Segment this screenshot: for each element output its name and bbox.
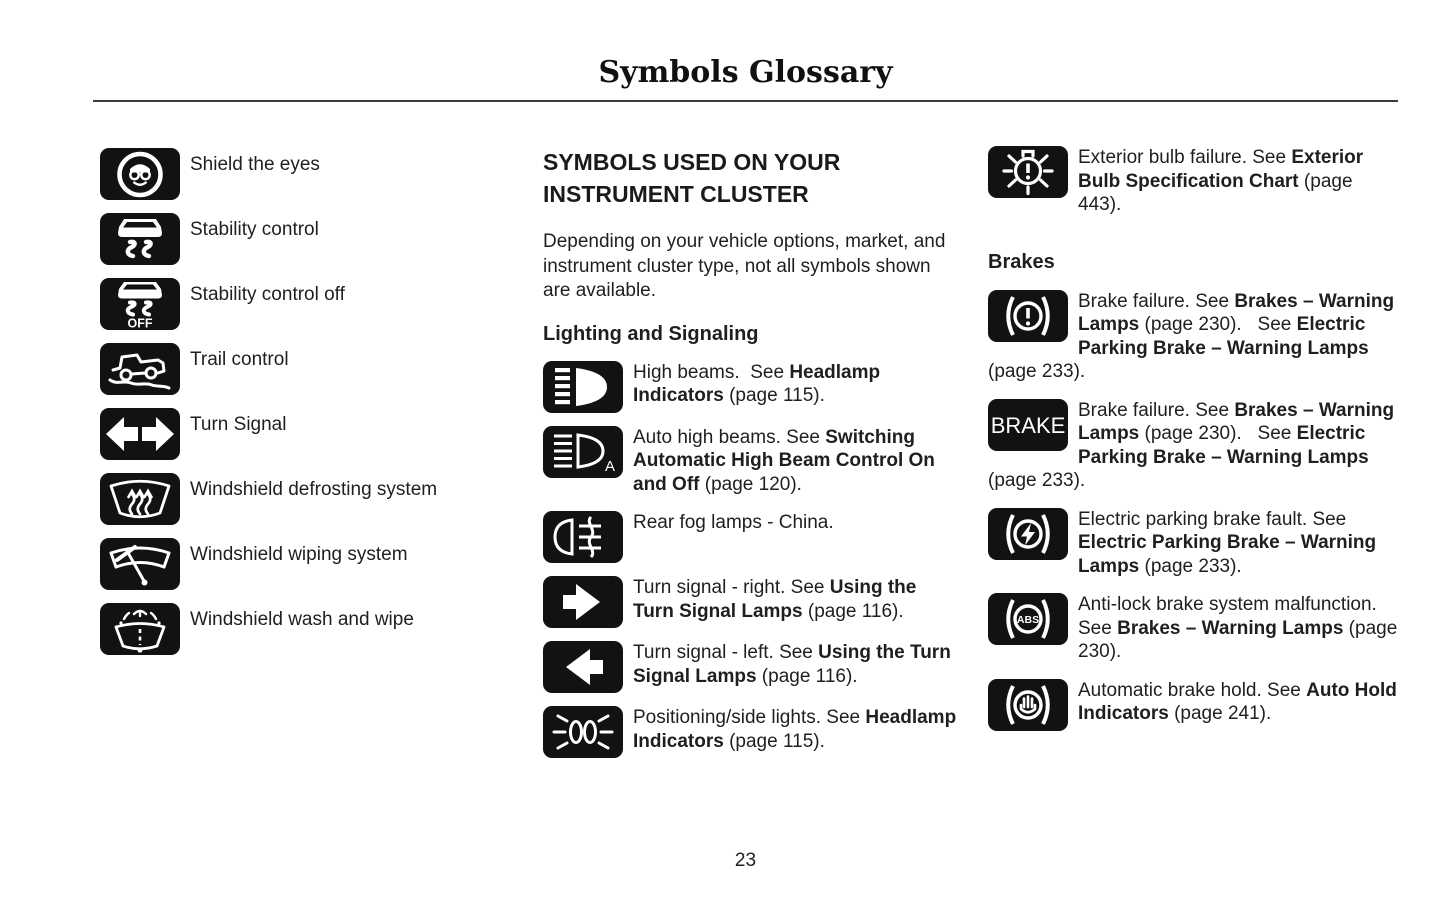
symbol-description: Brake failure. See Brakes – Warning Lamps (page 230). See Electric Parking Brake – Warning Lamps (page 233). — [988, 399, 1400, 491]
symbol-label: Windshield defrosting system — [190, 479, 438, 500]
symbol-description: Turn signal - right. See Using the Turn Signal Lamps (page 116). — [633, 577, 922, 622]
list-item — [988, 593, 1403, 664]
electric-parking-brake-fault-icon — [988, 508, 1068, 560]
stability-control-off-icon — [100, 278, 180, 330]
page-title: Symbols Glossary — [598, 55, 893, 90]
rear-fog-lamps-icon — [543, 511, 623, 563]
list-item — [543, 576, 961, 623]
positioning-side-lights-icon — [543, 706, 623, 758]
list-item — [988, 146, 1400, 217]
brakes-column — [988, 146, 1403, 744]
list-item — [988, 679, 1403, 726]
list-item — [543, 641, 961, 688]
header-divider — [93, 100, 1398, 102]
subsection-heading: Brakes — [988, 250, 1055, 273]
abs-icon-text: ABS — [1016, 614, 1040, 626]
section-heading: SYMBOLS USED ON YOUR INSTRUMENT CLUSTER — [543, 149, 841, 207]
instrument-cluster-column — [543, 146, 961, 771]
symbol-label: Turn Signal — [190, 414, 287, 435]
turn-signal-right-icon — [543, 576, 623, 628]
stability-control-icon — [100, 213, 180, 265]
list-item — [543, 426, 961, 497]
page-number: 23 — [734, 850, 757, 871]
list-item — [543, 511, 961, 535]
symbol-label: Windshield wash and wipe — [190, 609, 414, 630]
brake-icon-text: BRAKE — [990, 412, 1066, 438]
safety-symbols-column — [100, 148, 525, 668]
brake-failure-icon — [988, 290, 1068, 342]
section-intro: Depending on your vehicle options, market, and instrument cluster type, not all symbols shown are available. — [543, 231, 946, 301]
brake-text-icon — [988, 399, 1068, 451]
auto-icon-text: A — [605, 457, 616, 475]
auto-high-beams-icon — [543, 426, 623, 478]
symbol-label: Windshield wiping system — [190, 544, 408, 565]
list-item — [988, 399, 1400, 493]
turn-signal-left-icon — [543, 641, 623, 693]
trail-control-icon — [100, 343, 180, 395]
symbol-description: High beams. See Headlamp Indicators (page 115). — [633, 361, 886, 406]
windshield-wash-wipe-icon — [100, 603, 180, 655]
symbol-description: Positioning/side lights. See Headlamp Indicators (page 115). — [633, 707, 962, 752]
auto-brake-hold-icon — [988, 679, 1068, 731]
windshield-wiping-icon — [100, 538, 180, 590]
symbol-description: Rear fog lamps - China. — [633, 512, 834, 533]
symbol-description: Exterior bulb failure. See Exterior Bulb Specification Chart (page 443). — [1078, 147, 1369, 215]
shield-the-eyes-icon — [100, 148, 180, 200]
list-item — [100, 603, 525, 655]
abs-malfunction-icon — [988, 593, 1068, 645]
list-item — [100, 473, 525, 525]
list-item — [543, 706, 961, 753]
turn-signal-icon — [100, 408, 180, 460]
list-item — [100, 213, 525, 265]
off-icon-text: OFF — [127, 316, 153, 330]
list-item — [100, 408, 525, 460]
symbol-description: Electric parking brake fault. See Electric Parking Brake – Warning Lamps (page 233). — [1078, 508, 1382, 577]
list-item — [100, 538, 525, 590]
list-item — [988, 290, 1400, 384]
symbol-label: Trail control — [190, 349, 289, 370]
subsection-heading: Lighting and Signaling — [543, 322, 759, 345]
symbol-description: Turn signal - left. See Using the Turn Signal Lamps (page 116). — [633, 642, 957, 687]
symbol-description: Anti-lock brake system malfunction. See Brakes – Warning Lamps (page 230). — [1078, 594, 1403, 662]
symbol-description: Automatic brake hold. See Auto Hold Indicators (page 241). — [1078, 679, 1403, 724]
symbol-label: Stability control off — [190, 284, 345, 305]
symbol-description: Auto high beams. See Switching Automatic High Beam Control On and Off (page 120). — [633, 426, 941, 495]
high-beams-icon — [543, 361, 623, 413]
symbol-label: Stability control — [190, 219, 319, 240]
list-item — [100, 278, 525, 330]
symbol-label: Shield the eyes — [190, 154, 320, 175]
windshield-defrosting-icon — [100, 473, 180, 525]
list-item — [100, 343, 525, 395]
list-item — [988, 508, 1400, 579]
list-item — [100, 148, 525, 200]
list-item — [543, 361, 961, 408]
exterior-bulb-failure-icon — [988, 146, 1068, 198]
symbol-description: Brake failure. See Brakes – Warning Lamps (page 230). See Electric Parking Brake – Warning Lamps (page 233). — [988, 290, 1400, 382]
